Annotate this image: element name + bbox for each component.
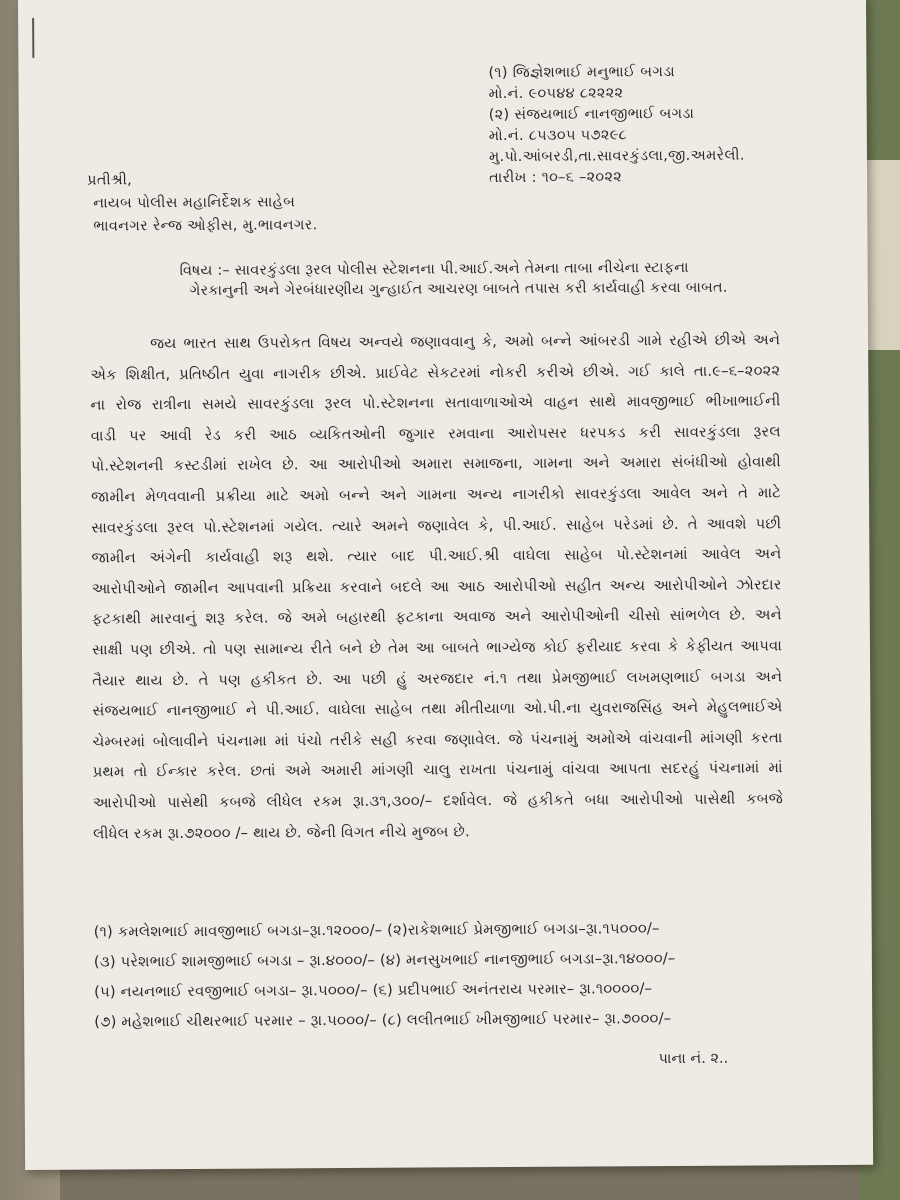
body-line: એક શિક્ષીત, પ્રતિષ્ઠીત યુવા નાગરીક છીએ. પ્રાઈવેટ સેકટરમાં નોકરી કરીએ છીએ. ગઈ કાલે તા.૯–૬–૨૦૨૨ xyxy=(90,361,781,384)
sender-line: મુ.પો.આંબરડી,તા.સાવરકુંડલા,જી.અમરેલી. xyxy=(488,147,745,166)
subject-line-1: વિષય :– સાવરકુંડલા રૂરલ પોલીસ સ્ટેશનના પી.આઈ.અને તેમના તાબા નીચેના સ્ટાફના xyxy=(179,259,689,280)
amount-list xyxy=(94,913,795,1037)
subject-block xyxy=(180,258,740,301)
list-item: (૩) પરેશભાઈ શામજીભાઈ બગડા – રૂા.૪૦૦૦/– (૪) મનસુખભાઈ નાનજીભાઈ બગડા–રૂા.૧૪૦૦૦/– xyxy=(93,950,676,971)
body-line: ચેમ્બરમાં બોલાવીને પંચનામા માં પંચો તરીકે સહી કરવા જણાવેલ. જે પંચનામું અમોએ વાંચવાની માંગણી કરતા xyxy=(92,729,783,751)
sender-line: મો.નં. ૯૦૫૪૪ ૮૨૨૨૨ xyxy=(488,85,624,103)
recipient-line: ભાવનગર રેન્જ ઓફીસ, મુ.ભાવનગર. xyxy=(93,217,318,235)
sender-line: (૧) જિજ્ઞેશભાઈ મનુભાઈ બગડા xyxy=(488,63,676,82)
body-line: સંજયભાઈ નાનજીભાઈ ને પી.આઈ. વાઘેલા સાહેબ તથા મીતીયાળા ઓ.પી.ના યુવરાજસિંહ અને મેહુલભાઈએ xyxy=(92,698,783,720)
background-card xyxy=(865,160,900,350)
body-line: જય ભારત સાથ ઉપરોકત વિષય અન્વયે જણાવવાનુ કે, અમો બન્ને આંબરડી ગામે રહીએ છીએ અને xyxy=(150,331,781,353)
body-line: જામીન અંગેની કાર્યવાહી શરૂ થશે. ત્યાર બાદ પી.આઈ.શ્રી વાઘેલા સાહેબ પો.સ્ટેશનમાં આવેલ અને xyxy=(91,545,782,567)
letter-page xyxy=(18,0,873,1170)
body-line: વાડી પર આવી રેડ કરી આઠ વ્યકિતઓની જુગાર રમવાના આરોપસર ધરપકડ કરી સાવરકુંડલા રૂરલ xyxy=(90,423,781,445)
body-line: પ્રથમ તો ઈન્કાર કરેલ. છતાં અમે અમારી માંગણી ચાલુ રાખતા પંચનામું વાંચવા આપતા સદરહું પંચનામાં માં xyxy=(92,759,783,781)
body-line: પો.સ્ટેશનની કસ્ટડીમાં રાખેલ છે. આ આરોપીઓ અમારા સમાજના, ગામના અને અમારા સંબંધીઓ હોવાથી xyxy=(90,453,781,475)
sender-line: (૨) સંજયભાઈ નાનજીભાઈ બગડા xyxy=(488,105,695,124)
body-line: ના રોજ રાત્રીના સમયે સાવરકુંડલા રૂરલ પો.સ્ટેશનના સતાવાળાઓએ વાહન સાથે માવજીભાઈ ભીખાભાઈની xyxy=(90,392,781,414)
body-line: જામીન મેળવવાની પ્રક્રીયા માટે અમો બન્ને અને ગામના અન્ય નાગરીકો સાવરકુંડલા આવેલ અને તે માટે xyxy=(90,484,782,506)
sender-line: મો.નં. ૮૫૩૦૫ ૫૭૨૯૮ xyxy=(488,127,627,145)
body-line: સાવરકુંડલા રૂરલ પો.સ્ટેશનમાં ગયેલ. ત્યારે અમને જણાવેલ કે, પી.આઈ. સાહેબ પરેડમાં છે. તે આવશે પછી xyxy=(91,514,782,537)
body-line: આરોપીઓ પાસેથી કબજે લીધેલ રકમ રૂા.૩૧,૩૦૦/– દર્શાવેલ. જે હકીકતે બધા આરોપીઓ પાસેથી કબજે xyxy=(92,790,783,812)
list-item: (૧) કમલેશભાઈ માવજીભાઈ બગડા–રૂા.૧૨૦૦૦/– (૨)રાકેશભાઈ પ્રેમજીભાઈ બગડા–રૂા.૧૫૦૦૦/– xyxy=(93,920,660,941)
recipient-line: નાયબ પોલીસ મહાનિર્દેશક સાહેબ xyxy=(93,194,296,212)
page-number-note: પાના નં. ૨.. xyxy=(658,1050,729,1068)
body-line: તૈયાર થાય છે. તે પણ હકીકત છે. આ પછી હું અરજદાર નં.૧ તથા પ્રેમજીભાઈ લખમણભાઈ બગડા અને xyxy=(92,667,783,690)
sender-block xyxy=(488,61,799,189)
list-item: (૭) મહેશભાઈ ચીથરભાઈ પરમાર – રૂા.૫૦૦૦/– (૮) લલીતભાઈ ખીમજીભાઈ પરમાર– રૂા.૭૦૦૦/– xyxy=(94,1010,672,1031)
recipient-line: પ્રતીશ્રી, xyxy=(87,172,133,189)
body-line: ફટકાથી મારવાનું શરૂ કરેલ. જે અમે બહારથી ફટકાના અવાજ અને આરોપીઓની ચીસો સાંભળેલ છે. અને xyxy=(91,606,782,628)
body-line: આરોપીઓને જામીન આપવાની પ્રક્રિયા કરવાને બદલે આ આઠ આરોપીઓ સહીત અન્ય આરોપીઓને ઝોરદાર xyxy=(91,576,782,598)
margin-mark xyxy=(32,18,34,58)
sender-line: તારીખ : ૧૦–૬ –૨૦૨૨ xyxy=(489,169,623,187)
recipient-block xyxy=(87,168,318,238)
letter-body xyxy=(90,325,783,849)
list-item: (૫) નયનભાઈ રવજીભાઈ બગડા– રૂા.૫૦૦૦/– (૬) પ્રદીપભાઈ અનંતરાય પરમાર– રૂા.૧૦૦૦૦/– xyxy=(94,980,653,1001)
body-line: લીધેલ રકમ રૂા.૭૨૦૦૦ /– થાય છે. જેની વિગત નીચે મુજબ છે. xyxy=(93,822,470,843)
subject-line-2: ગેરકાનુની અને ગેરબંધારણીય ગુન્હાઈત આચરણ બાબતે તપાસ કરી કાર્યવાહી કરવા બાબત. xyxy=(189,279,728,299)
body-line: સાક્ષી પણ છીએ. તો પણ સામાન્ય રીતે બને છે તેમ આ બાબતે ભાગ્યેજ કોઈ ફરીયાદ કરવા કે કેફીયત આપવા xyxy=(91,637,783,659)
